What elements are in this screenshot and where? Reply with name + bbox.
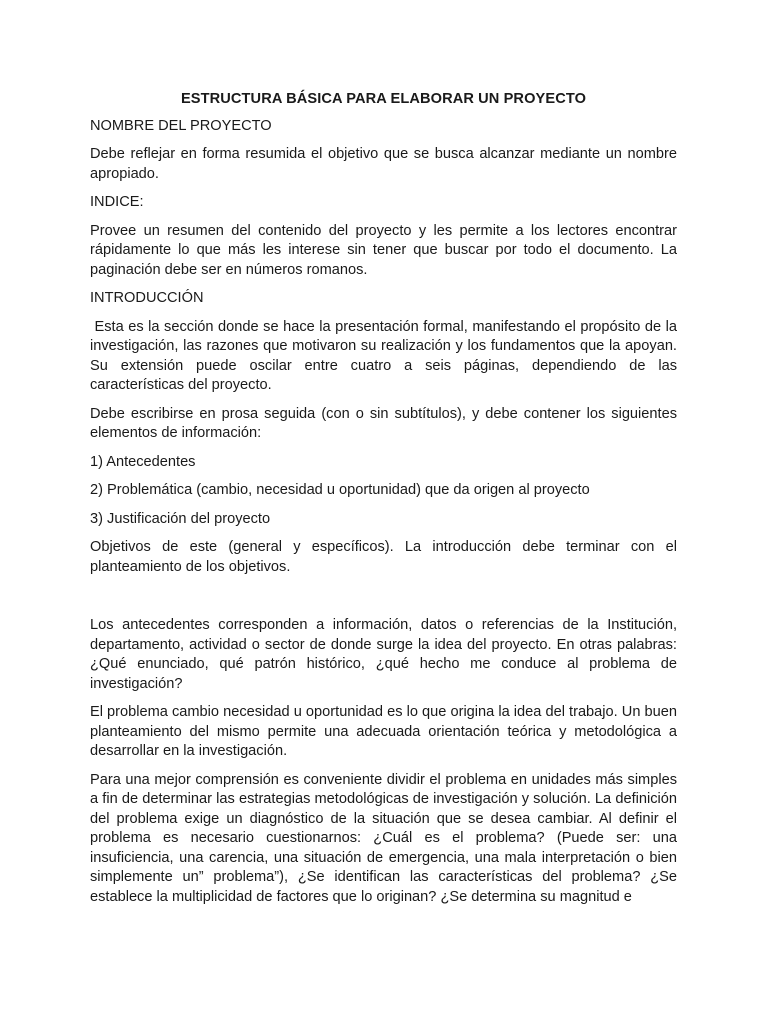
section-heading-indice: INDICE: [90, 194, 144, 210]
paragraph-indice: Provee un resumen del contenido del proyecto y les permite a los lectores encontrar rápidamente lo que más les interese sin tener que buscar por todo el documento. La paginación debe ser en números romanos. [90, 222, 677, 278]
list-item-antecedentes: 1) Antecedentes [90, 453, 196, 470]
paragraph-problema: El problema cambio necesidad u oportunidad es lo que origina la idea del trabajo. Un buen planteamiento del mismo permite una adecuada orientación teórica y metodológica a desarrollar en la investigación. [90, 704, 677, 759]
list-item-justificacion: 3) Justificación del proyecto [90, 510, 271, 527]
paragraph-intro-2: Debe escribirse en prosa seguida (con o sin subtítulos), y debe contener los siguientes elementos de información: [90, 405, 677, 441]
section-heading-nombre: NOMBRE DEL PROYECTO [90, 117, 272, 134]
paragraph-objetivos: Objetivos de este (general y específicos). La introducción debe terminar con el planteamiento de los objetivos. [90, 539, 677, 575]
paragraph-nombre: Debe reflejar en forma resumida el objetivo que se busca alcanzar mediante un nombre apropiado. [90, 146, 677, 182]
document-page [90, 90, 682, 916]
list-item-problematica: 2) Problemática (cambio, necesidad u oportunidad) que da origen al proyecto [90, 482, 590, 498]
spacer [90, 586, 677, 616]
paragraph-intro-1: Esta es la sección donde se hace la presentación formal, manifestando el propósito de la investigación, las razones que motivaron su realización y los fundamentos que la apoyan. Su extensión puede oscilar entre cuatro a seis páginas, dependiendo de las características del proyecto. [90, 318, 682, 393]
section-heading-introduccion: INTRODUCCIÓN [90, 290, 204, 306]
document-title: ESTRUCTURA BÁSICA PARA ELABORAR UN PROYECTO [180, 91, 587, 107]
paragraph-comprension: Para una mejor comprensión es conveniente dividir el problema en unidades más simples a fin de determinar las estrategias metodológicas de investigación y solución. La definición del problema exige un diagnóstico de la situación que se desea cambiar. Al definir el problema es necesario cuestionarnos: ¿Cuál es el problema? (Puede ser: una insuficiencia, una carencia, una situación de emergencia, una mala interpretación o bien simplemente un” problema”), ¿Se identifican las características del problema? ¿Se establece la multiplicidad de factores que lo originan? ¿Se determina su magnitud e [90, 771, 677, 905]
paragraph-antecedentes: Los antecedentes corresponden a información, datos o referencias de la Institución, departamento, actividad o sector de donde surge la idea del proyecto. En otras palabras: ¿Qué enunciado, qué patrón histórico, ¿qué hecho me conduce al problema de investigación? [90, 617, 677, 692]
